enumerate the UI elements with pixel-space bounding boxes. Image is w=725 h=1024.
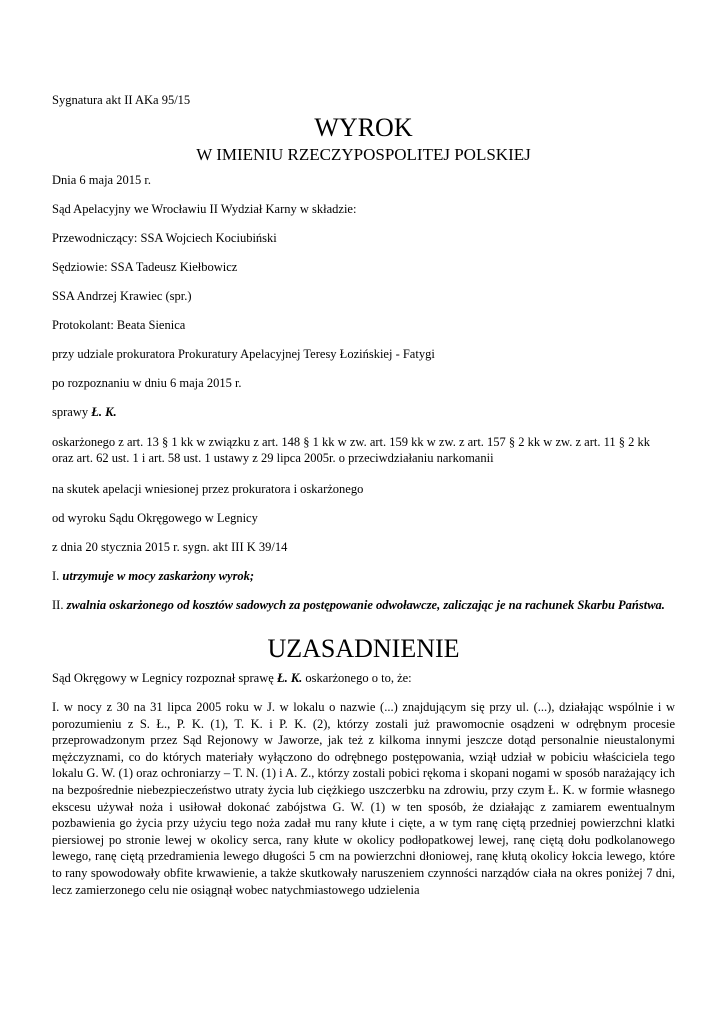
hearing-date: po rozpoznaniu w dniu 6 maja 2015 r. [52, 376, 242, 390]
ruling-point-1 [52, 568, 254, 584]
case-signature: Sygnatura akt II AKa 95/15 [52, 93, 191, 107]
justification-body: I. w nocy z 30 na 31 lipca 2005 roku w J. w lokalu o nazwie (...) znajdującym się przy ul. (...), działając wspólnie i w porozumieniu z S. Ł., P. K. (1), T. K. i P. K. (2), którzy zostali już prawomocnie osądzeni w odrębnym procesie przeprowadzonym przez Sąd Rejonowy w Jaworze, jak też z kilkoma innymi jeszcze dotąd personalnie nieustalonymi mężczyznami, co do których materiały wyłączono do odrębnego postępowania, wziął udział w pobiciu właściciela tego lokalu G. W. (1) oraz ochroniarzy – T. N. (1) i A. Z., którzy zostali pobici rękoma i skopani nogami w sposób narażający ich na bezpośrednie niebezpieczeństwo utraty życia lub ciężkiego uszczerbku na zdrowiu, przy czym Ł. K. w formie własnego ekscesu używał noża i usiłował dokonać zabójstwa G. W. (1) w ten sposób, że działając z zamiarem ewentualnym pozbawienia go życia przy użyciu tego noża zadał mu rany kłute i cięte, a w tym ranę ciętą przedniej powierzchni klatki piersiowej po stronie lewej w okolicy serca, rany kłute w okolicy podłopatkowej lewej, ranę ciętą dołu podkolanowego lewego, ranę ciętą przedramienia lewego długości 5 cm na powierzchni dłoniowej, ranę kłutą okolicy łokcia lewego, które to rany spowodowały obfite krwawienie, a także skutkowały naruszeniem czynności narządów ciała na okres poniżej 7 dni, lecz zamierzonego celu nie osiągnął wobec natychmiastowego udzielenia [52, 700, 675, 897]
judgment-date: Dnia 6 maja 2015 r. [52, 173, 151, 187]
case-defendant [52, 404, 117, 420]
ruling-point-2 [52, 597, 675, 614]
ruling-point-1-number: I. [52, 569, 63, 583]
justification-title: UZASADNIENIE [267, 634, 460, 663]
document-page [52, 0, 675, 1024]
justification-intro [52, 670, 412, 686]
appeal-info: na skutek apelacji wniesionej przez prokuratora i oskarżonego [52, 482, 364, 496]
case-prefix: sprawy [52, 405, 92, 419]
ruling-point-1-text: utrzymuje w mocy zaskarżony wyrok; [62, 569, 255, 583]
defendant-name: Ł. K. [91, 405, 117, 419]
charges-line-2: oraz art. 62 ust. 1 i art. 58 ust. 1 ustawy z 29 lipca 2005r. o przeciwdziałaniu narkomanii [52, 451, 494, 465]
judge-rapporteur: SSA Andrzej Krawiec (spr.) [52, 289, 192, 303]
justification-intro-prefix: Sąd Okręgowy w Legnicy rozpoznał sprawę [52, 671, 277, 685]
court-clerk: Protokolant: Beata Sienica [52, 318, 186, 332]
document-title: WYROK [314, 113, 413, 142]
presiding-judge: Przewodniczący: SSA Wojciech Kociubiński [52, 231, 277, 245]
charges-line-1: oskarżonego z art. 13 § 1 kk w związku z art. 148 § 1 kk w zw. art. 159 kk w zw. z art. 157 § 2 kk w zw. z art. 11 § 2 kk [52, 435, 650, 449]
judges: Sędziowie: SSA Tadeusz Kiełbowicz [52, 260, 238, 274]
ruling-point-2-number: II. [52, 598, 67, 612]
document-subtitle: W IMIENIU RZECZYPOSPOLITEJ POLSKIEJ [196, 145, 531, 164]
lower-court-judgment-date: z dnia 20 stycznia 2015 r. sygn. akt III K 39/14 [52, 540, 288, 554]
lower-court-judgment: od wyroku Sądu Okręgowego w Legnicy [52, 511, 258, 525]
court-composition: Sąd Apelacyjny we Wrocławiu II Wydział Karny w składzie: [52, 202, 357, 216]
justification-defendant-name: Ł. K. [276, 671, 303, 685]
prosecutor: przy udziale prokuratora Prokuratury Apelacyjnej Teresy Łozińskiej - Fatygi [52, 347, 435, 361]
ruling-point-2-text: zwalnia oskarżonego od kosztów sadowych za postępowanie odwoławcze, zaliczając je na rachunek Skarbu Państwa. [66, 598, 665, 612]
justification-intro-suffix: oskarżonego o to, że: [302, 671, 412, 685]
